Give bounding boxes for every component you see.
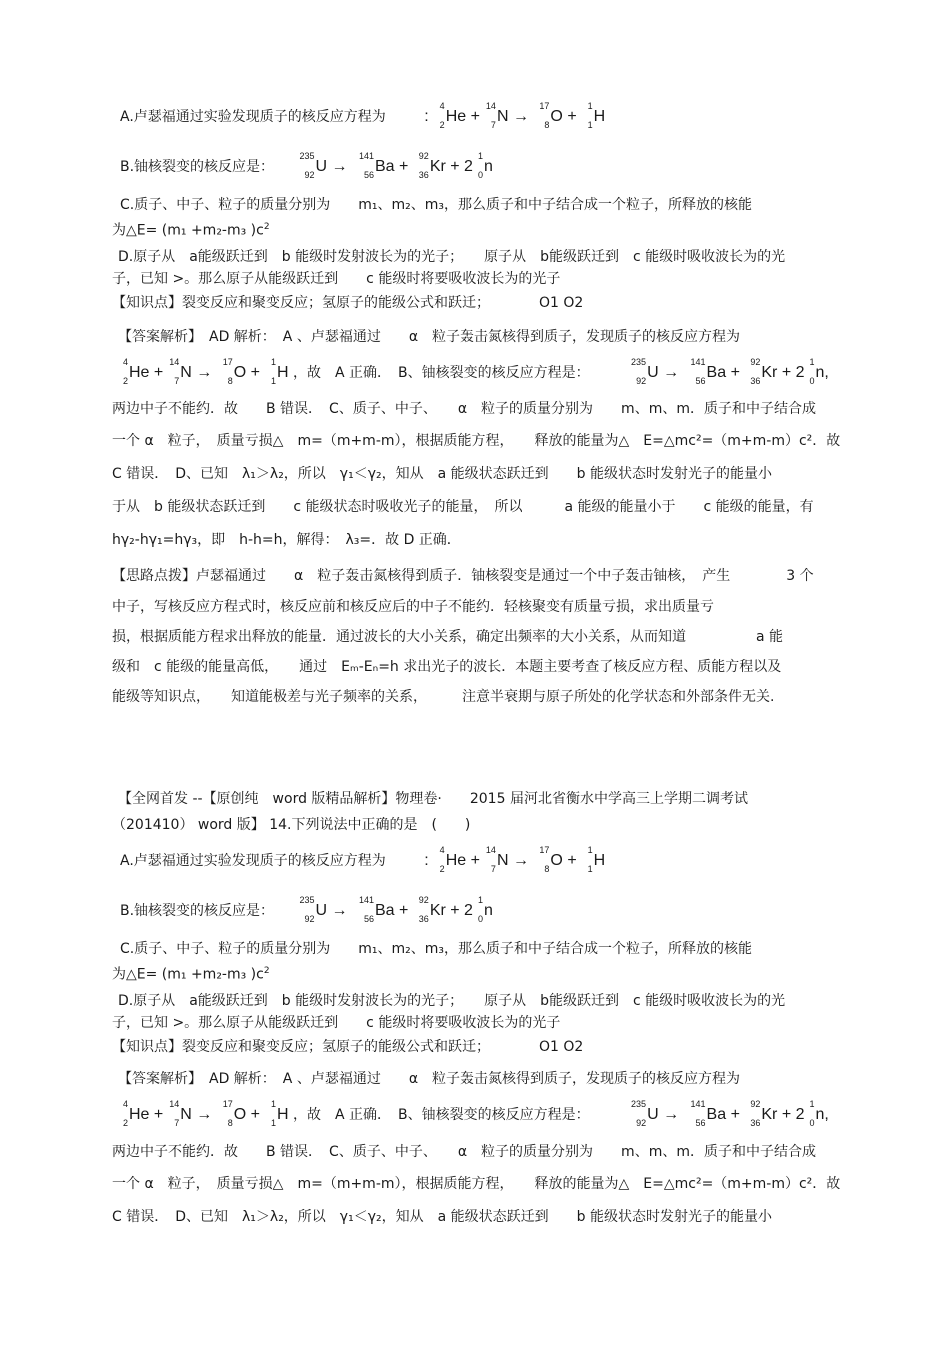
answer-line-1: 【答案解析】 AD 解析： A 、卢瑟福通过 α 粒子轰击氮核得到质子，发现质子的核反应方程为 [118, 1071, 741, 1087]
option-a [120, 101, 606, 130]
answer-line-4: 一个 α 粒子， 质量亏损△ m=（m+m-m），根据质能方程， 释放的能量为△ E=△mc²=（m+m-m）c²．故 [112, 433, 841, 449]
knowledge-point: 【知识点】裂变反应和聚变反应；氢原子的能级公式和跃迁； O1 O2 [112, 295, 584, 311]
question-header-line-2: （201410） word 版】 14.下列说法中正确的是 ( ) [112, 817, 471, 833]
answer-line-3: 两边中子不能约．故 B 错误． C、质子、中子、 α 粒子的质量分别为 m、m、m．质子和中子结合成 [112, 401, 816, 417]
tip-line-4: 级和 c 能级的能量高低， 通过 Eₘ-Eₙ=h 求出光子的波长．本题主要考查了核反应方程、质能方程以及 [112, 659, 782, 675]
option-c-line2: 为△E= (m₁ +m₂-m₃ )$c^2$ [112, 222, 270, 239]
option-c-line2: 为△E= (m₁ +m₂-m₃ )$c^2$ [112, 966, 270, 983]
answer-line-2: 4 2 He + 14 7 N → 17 8 O + 1 1 H ，故 A 正确． B、铀核裂变的核反应方程是： 235 92 U → 141 56 Ba + 92 36 Kr + 2 1 0 n, [112, 1106, 829, 1124]
answer-line-5: C 错误． D、已知 λ₁＞λ₂，所以 γ₁＜γ₂，知从 a 能级状态跃迁到 b 能级状态时发射光子的能量小 [112, 1209, 772, 1225]
equation-fission: 235 92 U → 141 56 Ba + 92 36 Kr + 2 1 0 n [299, 895, 493, 924]
option-d-line2: 子，已知 >。那么原子从能级跃迁到 c 能级时将要吸收波长为的光子 [112, 1015, 561, 1031]
answer-line-6: 于从 b 能级状态跃迁到 c 能级状态时吸收光子的能量， 所以 a 能级的能量小于 c 能级的能量，有 [112, 499, 814, 515]
answer-line-3: 两边中子不能约．故 B 错误． C、质子、中子、 α 粒子的质量分别为 m、m、m．质子和中子结合成 [112, 1144, 816, 1160]
equation-fission: 235 92 U → 141 56 Ba + 92 36 Kr + 2 1 0 n [299, 151, 493, 180]
answer-line-2: 4 2 He + 14 7 N → 17 8 O + 1 1 H ，故 A 正确． B、铀核裂变的核反应方程是： 235 92 U → 141 56 Ba + 92 36 Kr + 2 1 0 n, [112, 364, 829, 382]
answer-line-1: 【答案解析】 AD 解析： A 、卢瑟福通过 α 粒子轰击氮核得到质子，发现质子的核反应方程为 [118, 329, 741, 345]
question-header-line-1: 【全网首发 --【原创纯 word 版精品解析】物理卷· 2015 届河北省衡水中学高三上学期二调考试 [118, 791, 748, 807]
tip-line-2: 中子，写核反应方程式时，核反应前和核反应后的中子不能约．轻核聚变有质量亏损，求出质量亏 [112, 599, 714, 615]
option-a [120, 845, 606, 874]
option-c-line1: C.质子、中子、粒子的质量分别为 m₁、m₂、m₃，那么质子和中子结合成一个粒子，所释放的核能 [120, 941, 752, 957]
option-b-label: B.铀核裂变的核反应是： [120, 159, 275, 175]
answer-equation-rutherford: 4 2 He + 14 7 N → 17 8 O + 1 1 H [122, 357, 289, 386]
answer-equation-fission: 235 92 U → 141 56 Ba + 92 36 Kr + 2 1 0 n, [631, 357, 829, 386]
answer-line-7: hγ₂-hγ₁=hγ₃，即 h-h=h，解得： λ₃=．故 D 正确． [112, 532, 461, 548]
answer-equation-rutherford: 4 2 He + 14 7 N → 17 8 O + 1 1 H [122, 1099, 289, 1128]
answer-line-4: 一个 α 粒子， 质量亏损△ m=（m+m-m），根据质能方程， 释放的能量为△ E=△mc²=（m+m-m）c²．故 [112, 1176, 841, 1192]
equation-rutherford: : 4 2 He + 14 7 N → 17 8 O + 1 1 H [424, 101, 606, 130]
equation-rutherford: : 4 2 He + 14 7 N → 17 8 O + 1 1 H [424, 845, 606, 874]
answer-line-5: C 错误． D、已知 λ₁＞λ₂，所以 γ₁＜γ₂，知从 a 能级状态跃迁到 b 能级状态时发射光子的能量小 [112, 466, 772, 482]
tip-line-5: 能级等知识点， 知道能极差与光子频率的关系， 注意半衰期与原子所处的化学状态和外部条件无关. [112, 689, 775, 705]
answer-equation-fission: 235 92 U → 141 56 Ba + 92 36 Kr + 2 1 0 n, [631, 1099, 829, 1128]
option-d-line1: D.原子从 a能级跃迁到 b 能级时发射波长为的光子； 原子从 b能级跃迁到 c 能级时吸收波长为的光 [118, 249, 786, 265]
option-b [120, 895, 493, 924]
option-a-label: A.卢瑟福通过实验发现质子的核反应方程为 [120, 853, 386, 869]
option-c-line1: C.质子、中子、粒子的质量分别为 m₁、m₂、m₃，那么质子和中子结合成一个粒子，所释放的核能 [120, 197, 752, 213]
option-d-line1: D.原子从 a能级跃迁到 b 能级时发射波长为的光子； 原子从 b能级跃迁到 c 能级时吸收波长为的光 [118, 993, 786, 1009]
tip-line-3: 损，根据质能方程求出释放的能量．通过波长的大小关系，确定出频率的大小关系，从而知道 a 能 [112, 629, 784, 645]
option-b-label: B.铀核裂变的核反应是： [120, 903, 275, 919]
option-d-line2: 子，已知 >。那么原子从能级跃迁到 c 能级时将要吸收波长为的光子 [112, 271, 561, 287]
tip-line-1: 【思路点拨】卢瑟福通过 α 粒子轰击氮核得到质子．铀核裂变是通过一个中子轰击铀核， 产生 3 个 [112, 568, 814, 584]
knowledge-point: 【知识点】裂变反应和聚变反应；氢原子的能级公式和跃迁； O1 O2 [112, 1039, 584, 1055]
option-b [120, 151, 493, 180]
option-a-label: A.卢瑟福通过实验发现质子的核反应方程为 [120, 109, 386, 125]
